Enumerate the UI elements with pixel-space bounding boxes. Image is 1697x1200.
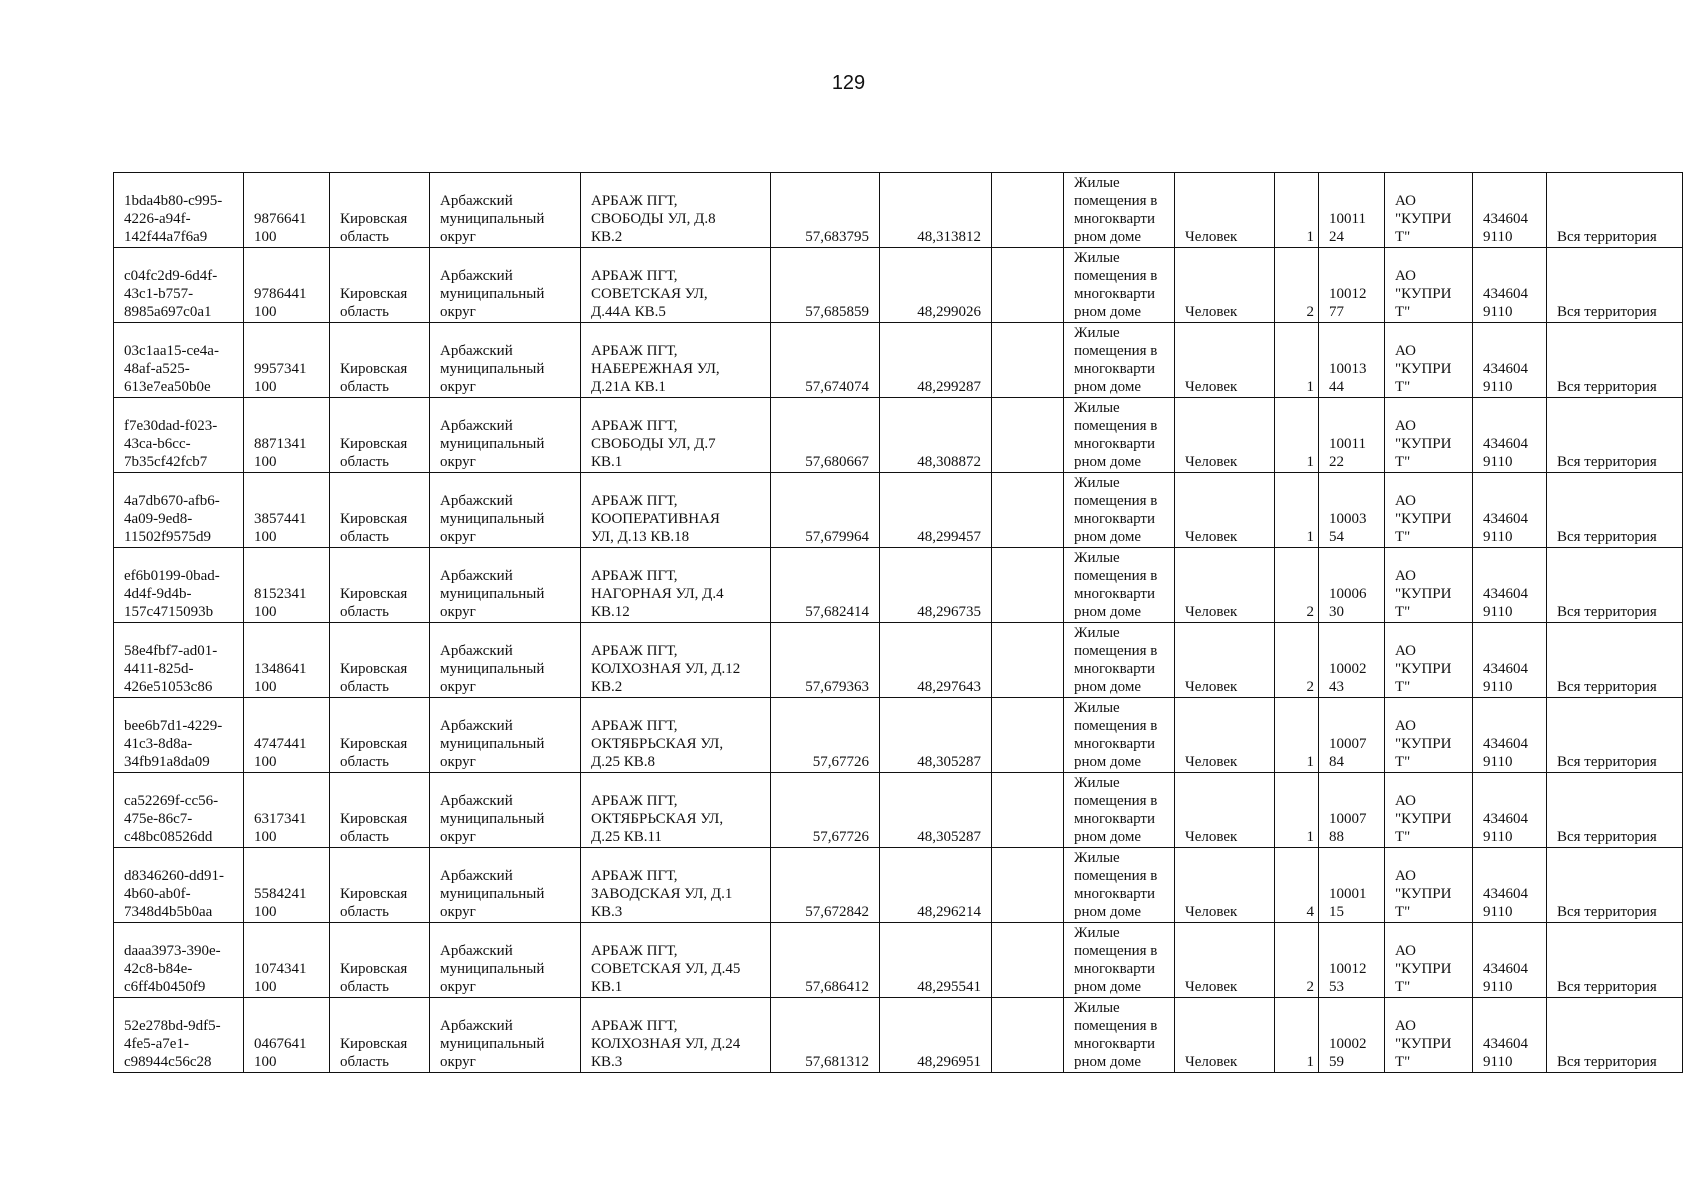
cell-organization: АО "КУПРИ Т" (1385, 548, 1473, 623)
cell-record-guid: ca52269f-cc56- 475e-86c7- c48bc08526dd (114, 773, 244, 848)
cell-account-code: 1348641 100 (244, 623, 330, 698)
cell-account-code: 4747441 100 (244, 698, 330, 773)
cell-service-code: 10011 22 (1319, 398, 1385, 473)
cell-premises-type: Жилые помещения в многокварти рном доме (1064, 473, 1175, 548)
table-row (114, 773, 1683, 848)
cell-empty-column (992, 248, 1064, 323)
table-row (114, 848, 1683, 923)
cell-latitude: 57,682414 (771, 548, 880, 623)
cell-quantity: 4 (1275, 848, 1319, 923)
cell-inn: 434604 9110 (1473, 323, 1547, 398)
cell-premises-type: Жилые помещения в многокварти рном доме (1064, 173, 1175, 248)
table-row (114, 548, 1683, 623)
cell-territory: Вся территория (1547, 323, 1683, 398)
register-body (114, 173, 1683, 1073)
cell-longitude: 48,308872 (880, 398, 992, 473)
cell-latitude: 57,67726 (771, 698, 880, 773)
cell-account-code: 3857441 100 (244, 473, 330, 548)
cell-account-code: 5584241 100 (244, 848, 330, 923)
cell-inn: 434604 9110 (1473, 173, 1547, 248)
cell-territory: Вся территория (1547, 698, 1683, 773)
cell-empty-column (992, 398, 1064, 473)
cell-quantity: 2 (1275, 623, 1319, 698)
cell-address: АРБАЖ ПГТ, СВОБОДЫ УЛ, Д.7 КВ.1 (581, 398, 771, 473)
cell-account-code: 8871341 100 (244, 398, 330, 473)
cell-empty-column (992, 923, 1064, 998)
cell-municipality: Арбажский муниципальный округ (430, 848, 581, 923)
cell-unit: Человек (1175, 248, 1275, 323)
cell-longitude: 48,305287 (880, 773, 992, 848)
cell-record-guid: 1bda4b80-c995- 4226-a94f- 142f44a7f6a9 (114, 173, 244, 248)
cell-longitude: 48,296214 (880, 848, 992, 923)
cell-account-code: 9957341 100 (244, 323, 330, 398)
cell-address: АРБАЖ ПГТ, ОКТЯБРЬСКАЯ УЛ, Д.25 КВ.11 (581, 773, 771, 848)
cell-longitude: 48,299457 (880, 473, 992, 548)
cell-region: Кировская область (330, 848, 430, 923)
cell-latitude: 57,672842 (771, 848, 880, 923)
cell-region: Кировская область (330, 773, 430, 848)
cell-premises-type: Жилые помещения в многокварти рном доме (1064, 248, 1175, 323)
cell-address: АРБАЖ ПГТ, СВОБОДЫ УЛ, Д.8 КВ.2 (581, 173, 771, 248)
cell-longitude: 48,296951 (880, 998, 992, 1073)
cell-address: АРБАЖ ПГТ, КООПЕРАТИВНАЯ УЛ, Д.13 КВ.18 (581, 473, 771, 548)
table-row (114, 698, 1683, 773)
cell-address: АРБАЖ ПГТ, НАГОРНАЯ УЛ, Д.4 КВ.12 (581, 548, 771, 623)
cell-address: АРБАЖ ПГТ, ЗАВОДСКАЯ УЛ, Д.1 КВ.3 (581, 848, 771, 923)
cell-account-code: 1074341 100 (244, 923, 330, 998)
address-register-table (113, 172, 1683, 1073)
cell-municipality: Арбажский муниципальный округ (430, 398, 581, 473)
cell-unit: Человек (1175, 773, 1275, 848)
cell-quantity: 1 (1275, 473, 1319, 548)
cell-organization: АО "КУПРИ Т" (1385, 173, 1473, 248)
cell-longitude: 48,299287 (880, 323, 992, 398)
cell-municipality: Арбажский муниципальный округ (430, 323, 581, 398)
cell-municipality: Арбажский муниципальный округ (430, 623, 581, 698)
cell-service-code: 10011 24 (1319, 173, 1385, 248)
cell-region: Кировская область (330, 623, 430, 698)
cell-premises-type: Жилые помещения в многокварти рном доме (1064, 998, 1175, 1073)
cell-service-code: 10002 43 (1319, 623, 1385, 698)
cell-municipality: Арбажский муниципальный округ (430, 248, 581, 323)
cell-municipality: Арбажский муниципальный округ (430, 173, 581, 248)
cell-territory: Вся территория (1547, 773, 1683, 848)
cell-premises-type: Жилые помещения в многокварти рном доме (1064, 548, 1175, 623)
cell-municipality: Арбажский муниципальный округ (430, 473, 581, 548)
cell-service-code: 10012 77 (1319, 248, 1385, 323)
cell-address: АРБАЖ ПГТ, НАБЕРЕЖНАЯ УЛ, Д.21А КВ.1 (581, 323, 771, 398)
cell-quantity: 1 (1275, 173, 1319, 248)
cell-territory: Вся территория (1547, 398, 1683, 473)
cell-unit: Человек (1175, 323, 1275, 398)
cell-unit: Человек (1175, 173, 1275, 248)
cell-latitude: 57,679964 (771, 473, 880, 548)
cell-municipality: Арбажский муниципальный округ (430, 773, 581, 848)
cell-latitude: 57,685859 (771, 248, 880, 323)
cell-inn: 434604 9110 (1473, 923, 1547, 998)
cell-empty-column (992, 998, 1064, 1073)
cell-region: Кировская область (330, 248, 430, 323)
cell-premises-type: Жилые помещения в многокварти рном доме (1064, 923, 1175, 998)
cell-premises-type: Жилые помещения в многокварти рном доме (1064, 848, 1175, 923)
cell-territory: Вся территория (1547, 998, 1683, 1073)
cell-record-guid: bee6b7d1-4229- 41c3-8d8a- 34fb91a8da09 (114, 698, 244, 773)
cell-territory: Вся территория (1547, 173, 1683, 248)
cell-organization: АО "КУПРИ Т" (1385, 773, 1473, 848)
cell-organization: АО "КУПРИ Т" (1385, 323, 1473, 398)
cell-latitude: 57,679363 (771, 623, 880, 698)
cell-empty-column (992, 698, 1064, 773)
cell-inn: 434604 9110 (1473, 473, 1547, 548)
cell-territory: Вся территория (1547, 623, 1683, 698)
cell-organization: АО "КУПРИ Т" (1385, 998, 1473, 1073)
cell-empty-column (992, 323, 1064, 398)
cell-service-code: 10002 59 (1319, 998, 1385, 1073)
page-number: 129 (831, 72, 866, 94)
cell-quantity: 1 (1275, 773, 1319, 848)
cell-service-code: 10013 44 (1319, 323, 1385, 398)
cell-longitude: 48,305287 (880, 698, 992, 773)
cell-territory: Вся территория (1547, 548, 1683, 623)
cell-inn: 434604 9110 (1473, 698, 1547, 773)
cell-quantity: 1 (1275, 398, 1319, 473)
cell-inn: 434604 9110 (1473, 848, 1547, 923)
cell-unit: Человек (1175, 698, 1275, 773)
cell-organization: АО "КУПРИ Т" (1385, 923, 1473, 998)
cell-empty-column (992, 173, 1064, 248)
cell-inn: 434604 9110 (1473, 623, 1547, 698)
cell-inn: 434604 9110 (1473, 548, 1547, 623)
cell-record-guid: d8346260-dd91- 4b60-ab0f- 7348d4b5b0aa (114, 848, 244, 923)
cell-municipality: Арбажский муниципальный округ (430, 548, 581, 623)
cell-empty-column (992, 773, 1064, 848)
cell-territory: Вся территория (1547, 248, 1683, 323)
cell-empty-column (992, 623, 1064, 698)
cell-organization: АО "КУПРИ Т" (1385, 248, 1473, 323)
cell-quantity: 2 (1275, 548, 1319, 623)
cell-region: Кировская область (330, 173, 430, 248)
cell-service-code: 10003 54 (1319, 473, 1385, 548)
cell-municipality: Арбажский муниципальный округ (430, 998, 581, 1073)
cell-account-code: 9876641 100 (244, 173, 330, 248)
cell-longitude: 48,299026 (880, 248, 992, 323)
cell-empty-column (992, 548, 1064, 623)
cell-premises-type: Жилые помещения в многокварти рном доме (1064, 623, 1175, 698)
cell-account-code: 6317341 100 (244, 773, 330, 848)
cell-record-guid: 58e4fbf7-ad01- 4411-825d- 426e51053c86 (114, 623, 244, 698)
cell-territory: Вся территория (1547, 848, 1683, 923)
cell-unit: Человек (1175, 623, 1275, 698)
cell-record-guid: 4a7db670-afb6- 4a09-9ed8- 11502f9575d9 (114, 473, 244, 548)
cell-quantity: 2 (1275, 923, 1319, 998)
cell-region: Кировская область (330, 698, 430, 773)
cell-inn: 434604 9110 (1473, 773, 1547, 848)
cell-quantity: 1 (1275, 998, 1319, 1073)
cell-address: АРБАЖ ПГТ, СОВЕТСКАЯ УЛ, Д.45 КВ.1 (581, 923, 771, 998)
cell-unit: Человек (1175, 473, 1275, 548)
cell-unit: Человек (1175, 548, 1275, 623)
cell-record-guid: 52e278bd-9df5- 4fe5-a7e1- c98944c56c28 (114, 998, 244, 1073)
cell-unit: Человек (1175, 923, 1275, 998)
cell-latitude: 57,680667 (771, 398, 880, 473)
cell-inn: 434604 9110 (1473, 398, 1547, 473)
cell-account-code: 8152341 100 (244, 548, 330, 623)
table-row (114, 473, 1683, 548)
cell-service-code: 10001 15 (1319, 848, 1385, 923)
cell-record-guid: ef6b0199-0bad- 4d4f-9d4b- 157c4715093b (114, 548, 244, 623)
cell-record-guid: 03c1aa15-ce4a- 48af-a525- 613e7ea50b0e (114, 323, 244, 398)
cell-record-guid: c04fc2d9-6d4f- 43c1-b757- 8985a697c0a1 (114, 248, 244, 323)
cell-address: АРБАЖ ПГТ, ОКТЯБРЬСКАЯ УЛ, Д.25 КВ.8 (581, 698, 771, 773)
cell-premises-type: Жилые помещения в многокварти рном доме (1064, 323, 1175, 398)
cell-empty-column (992, 848, 1064, 923)
cell-unit: Человек (1175, 848, 1275, 923)
cell-service-code: 10012 53 (1319, 923, 1385, 998)
cell-address: АРБАЖ ПГТ, КОЛХОЗНАЯ УЛ, Д.24 КВ.3 (581, 998, 771, 1073)
cell-longitude: 48,296735 (880, 548, 992, 623)
cell-inn: 434604 9110 (1473, 248, 1547, 323)
cell-territory: Вся территория (1547, 473, 1683, 548)
cell-inn: 434604 9110 (1473, 998, 1547, 1073)
cell-quantity: 1 (1275, 323, 1319, 398)
table-row (114, 173, 1683, 248)
cell-organization: АО "КУПРИ Т" (1385, 848, 1473, 923)
cell-account-code: 0467641 100 (244, 998, 330, 1073)
cell-empty-column (992, 473, 1064, 548)
cell-municipality: Арбажский муниципальный округ (430, 698, 581, 773)
table-row (114, 923, 1683, 998)
cell-latitude: 57,681312 (771, 998, 880, 1073)
cell-organization: АО "КУПРИ Т" (1385, 623, 1473, 698)
cell-record-guid: f7e30dad-f023- 43ca-b6cc- 7b35cf42fcb7 (114, 398, 244, 473)
cell-premises-type: Жилые помещения в многокварти рном доме (1064, 698, 1175, 773)
cell-account-code: 9786441 100 (244, 248, 330, 323)
cell-region: Кировская область (330, 548, 430, 623)
table-row (114, 998, 1683, 1073)
cell-organization: АО "КУПРИ Т" (1385, 698, 1473, 773)
table-row (114, 623, 1683, 698)
cell-quantity: 2 (1275, 248, 1319, 323)
table-row (114, 323, 1683, 398)
cell-organization: АО "КУПРИ Т" (1385, 398, 1473, 473)
cell-address: АРБАЖ ПГТ, КОЛХОЗНАЯ УЛ, Д.12 КВ.2 (581, 623, 771, 698)
cell-latitude: 57,686412 (771, 923, 880, 998)
cell-service-code: 10007 88 (1319, 773, 1385, 848)
cell-record-guid: daaa3973-390e- 42c8-b84e- c6ff4b0450f9 (114, 923, 244, 998)
cell-unit: Человек (1175, 998, 1275, 1073)
cell-premises-type: Жилые помещения в многокварти рном доме (1064, 398, 1175, 473)
table-row (114, 248, 1683, 323)
cell-latitude: 57,674074 (771, 323, 880, 398)
cell-territory: Вся территория (1547, 923, 1683, 998)
cell-latitude: 57,67726 (771, 773, 880, 848)
cell-organization: АО "КУПРИ Т" (1385, 473, 1473, 548)
cell-longitude: 48,313812 (880, 173, 992, 248)
cell-longitude: 48,295541 (880, 923, 992, 998)
table-row (114, 398, 1683, 473)
cell-region: Кировская область (330, 323, 430, 398)
cell-service-code: 10006 30 (1319, 548, 1385, 623)
cell-service-code: 10007 84 (1319, 698, 1385, 773)
cell-longitude: 48,297643 (880, 623, 992, 698)
cell-latitude: 57,683795 (771, 173, 880, 248)
cell-region: Кировская область (330, 923, 430, 998)
cell-region: Кировская область (330, 398, 430, 473)
cell-address: АРБАЖ ПГТ, СОВЕТСКАЯ УЛ, Д.44А КВ.5 (581, 248, 771, 323)
cell-municipality: Арбажский муниципальный округ (430, 923, 581, 998)
cell-quantity: 1 (1275, 698, 1319, 773)
cell-region: Кировская область (330, 473, 430, 548)
cell-unit: Человек (1175, 398, 1275, 473)
cell-region: Кировская область (330, 998, 430, 1073)
cell-premises-type: Жилые помещения в многокварти рном доме (1064, 773, 1175, 848)
